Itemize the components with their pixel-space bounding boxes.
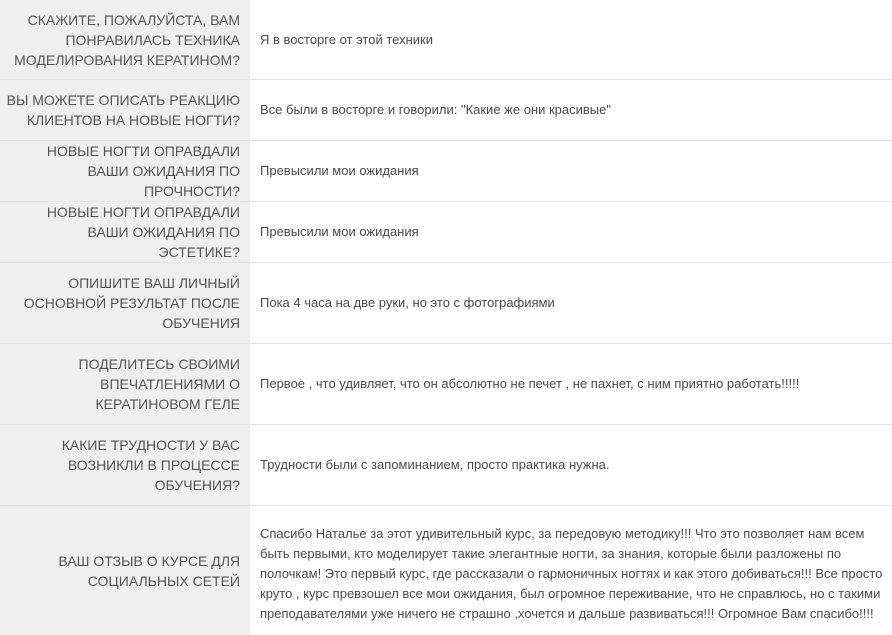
answer-cell: Спасибо Наталье за этот удивительный курс, за передовую методику!!! Что это позволяет нам всем быть первыми, кто моделирует такие элегантные ногти, за знания, которые были разложены по полочкам! Это первый курс, где рассказали о гармоничных ногтях и как этого добиваться!!! Все просто круто , курс превзошел все мои ожидания, был огромное переживание, что не справлюсь, но с такими преподавателями уже ничего не страшно ,хочется и дальше развиваться!!! Огромное Вам спасибо!!!!: [250, 506, 892, 635]
answer-cell: Превысили мои ожидания: [250, 202, 892, 262]
question-cell: СКАЖИТЕ, ПОЖАЛУЙСТА, ВАМ ПОНРАВИЛАСЬ ТЕХНИКА МОДЕЛИРОВАНИЯ КЕРАТИНОМ?: [0, 0, 250, 79]
answer-cell: Пока 4 часа на две руки, но это с фотографиями: [250, 263, 892, 343]
answer-cell: Все были в восторге и говорили: "Какие же они красивые": [250, 80, 892, 140]
question-cell: НОВЫЕ НОГТИ ОПРАВДАЛИ ВАШИ ОЖИДАНИЯ ПО ЭСТЕТИКЕ?: [0, 202, 250, 262]
answer-cell: Я в восторге от этой техники: [250, 0, 892, 79]
table-row: [0, 506, 892, 635]
table-row: [0, 80, 892, 141]
table-row: [0, 202, 892, 263]
question-cell: ВЫ МОЖЕТЕ ОПИСАТЬ РЕАКЦИЮ КЛИЕНТОВ НА НОВЫЕ НОГТИ?: [0, 80, 250, 140]
answer-cell: Превысили мои ожидания: [250, 141, 892, 201]
table-row: [0, 344, 892, 425]
question-cell: ОПИШИТЕ ВАШ ЛИЧНЫЙ ОСНОВНОЙ РЕЗУЛЬТАТ ПОСЛЕ ОБУЧЕНИЯ: [0, 263, 250, 343]
question-cell: НОВЫЕ НОГТИ ОПРАВДАЛИ ВАШИ ОЖИДАНИЯ ПО ПРОЧНОСТИ?: [0, 141, 250, 201]
answer-cell: Трудности были с запоминанием, просто практика нужна.: [250, 425, 892, 505]
table-row: [0, 263, 892, 344]
question-cell: ПОДЕЛИТЕСЬ СВОИМИ ВПЕЧАТЛЕНИЯМИ О КЕРАТИНОВОМ ГЕЛЕ: [0, 344, 250, 424]
question-cell: КАКИЕ ТРУДНОСТИ У ВАС ВОЗНИКЛИ В ПРОЦЕССЕ ОБУЧЕНИЯ?: [0, 425, 250, 505]
table-row: [0, 141, 892, 202]
table-row: [0, 425, 892, 506]
table-row: [0, 0, 892, 80]
question-cell: ВАШ ОТЗЫВ О КУРСЕ ДЛЯ СОЦИАЛЬНЫХ СЕТЕЙ: [0, 506, 250, 635]
answer-cell: Первое , что удивляет, что он абсолютно не печет , не пахнет, с ним приятно работать!!!!!: [250, 344, 892, 424]
